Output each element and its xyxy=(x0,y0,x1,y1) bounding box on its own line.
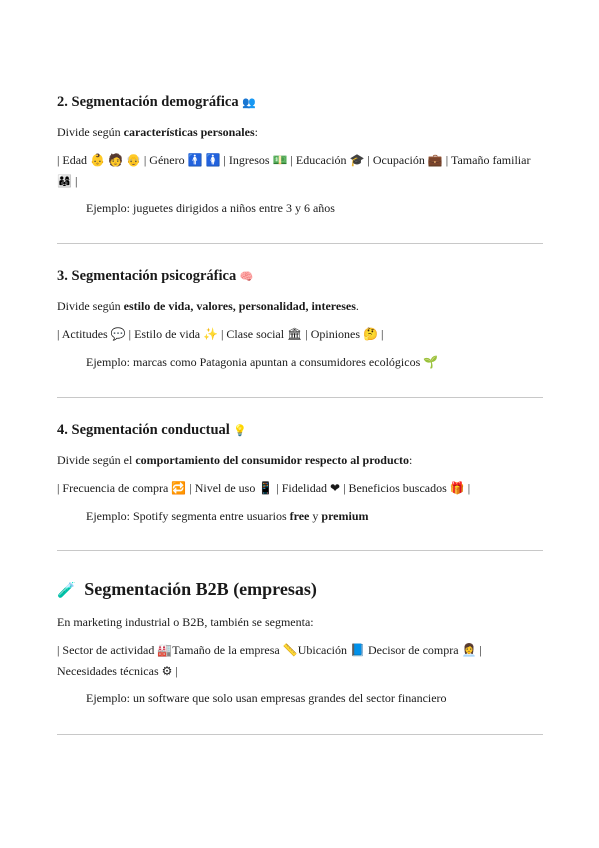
lightbulb-icon: 💡 xyxy=(233,424,248,437)
section-heading xyxy=(57,421,543,440)
divider xyxy=(57,397,543,398)
people-icon: 👥 xyxy=(242,96,256,109)
attribute-list xyxy=(57,478,543,499)
desc-punct: : xyxy=(254,125,258,139)
list-text: | Actitudes 💬 | Estilo de vida ✨ | Clase social 🏛 | Opiniones 🤔 | xyxy=(57,327,384,341)
desc-punct: . xyxy=(355,299,359,313)
divider xyxy=(57,550,543,551)
list-text: | Edad 👶 🧑 👴 | Género 🚹 🚺 | Ingresos 💵 | Educación 🎓 | Ocupación 💼 | Tamaño familiar 👨‍👩‍👧 | xyxy=(57,153,531,188)
section-description: En marketing industrial o B2B, también se segmenta: xyxy=(57,615,314,629)
heading-text: 4. Segmentación conductual xyxy=(57,422,230,438)
desc-bold: estilo de vida, valores, personalidad, intereses xyxy=(123,299,356,313)
section-description xyxy=(57,450,543,471)
example-text: Ejemplo: un software que solo usan empresas grandes del sector financiero xyxy=(86,691,447,705)
desc-bold: características personales xyxy=(123,125,255,139)
divider xyxy=(57,734,543,735)
desc-text: Divide según el xyxy=(57,453,136,467)
heading-text: 2. Segmentación demográfica xyxy=(57,94,239,110)
section-demografica xyxy=(57,93,543,219)
section-heading xyxy=(57,267,543,286)
heading-text: Segmentación B2B (empresas) xyxy=(84,579,317,599)
section-description xyxy=(57,122,543,143)
section-conductual xyxy=(57,421,543,527)
desc-text: Divide según xyxy=(57,125,124,139)
desc-bold: comportamiento del consumidor respecto al producto xyxy=(135,453,409,467)
desc-text: Divide según xyxy=(57,299,124,313)
example-pre: Ejemplo: Spotify segmenta entre usuarios xyxy=(86,509,290,523)
section-psicografica xyxy=(57,267,543,373)
section-heading xyxy=(57,578,543,601)
section-description xyxy=(57,296,543,317)
attribute-list xyxy=(57,324,543,345)
list-text: | Frecuencia de compra 🔁 | Nivel de uso 📱 | Fidelidad ❤ | Beneficios buscados 🎁 | xyxy=(57,481,471,495)
attribute-list xyxy=(57,150,543,192)
example-text xyxy=(57,506,543,527)
example-bold-premium: premium xyxy=(321,509,369,523)
divider xyxy=(57,243,543,244)
example-text: Ejemplo: juguetes dirigidos a niños entre 3 y 6 años xyxy=(86,201,335,215)
desc-punct: : xyxy=(408,453,413,467)
section-b2b xyxy=(57,578,543,709)
section-heading xyxy=(57,93,543,112)
example-text: Ejemplo: marcas como Patagonia apuntan a consumidores ecológicos 🌱 xyxy=(86,355,439,369)
brain-icon: 🧠 xyxy=(239,270,254,283)
test-tube-icon: 🧪 xyxy=(57,581,76,599)
example-bold-free: free xyxy=(289,509,310,523)
heading-text: 3. Segmentación psicográfica xyxy=(57,268,237,284)
list-text: | Sector de actividad 🏭Tamaño de la empresa 📏Ubicación 📘 Decisor de compra 👩‍💼 | Necesidades técnicas ⚙ | xyxy=(57,643,482,678)
attribute-list xyxy=(57,640,543,682)
example-mid: y xyxy=(309,509,322,523)
